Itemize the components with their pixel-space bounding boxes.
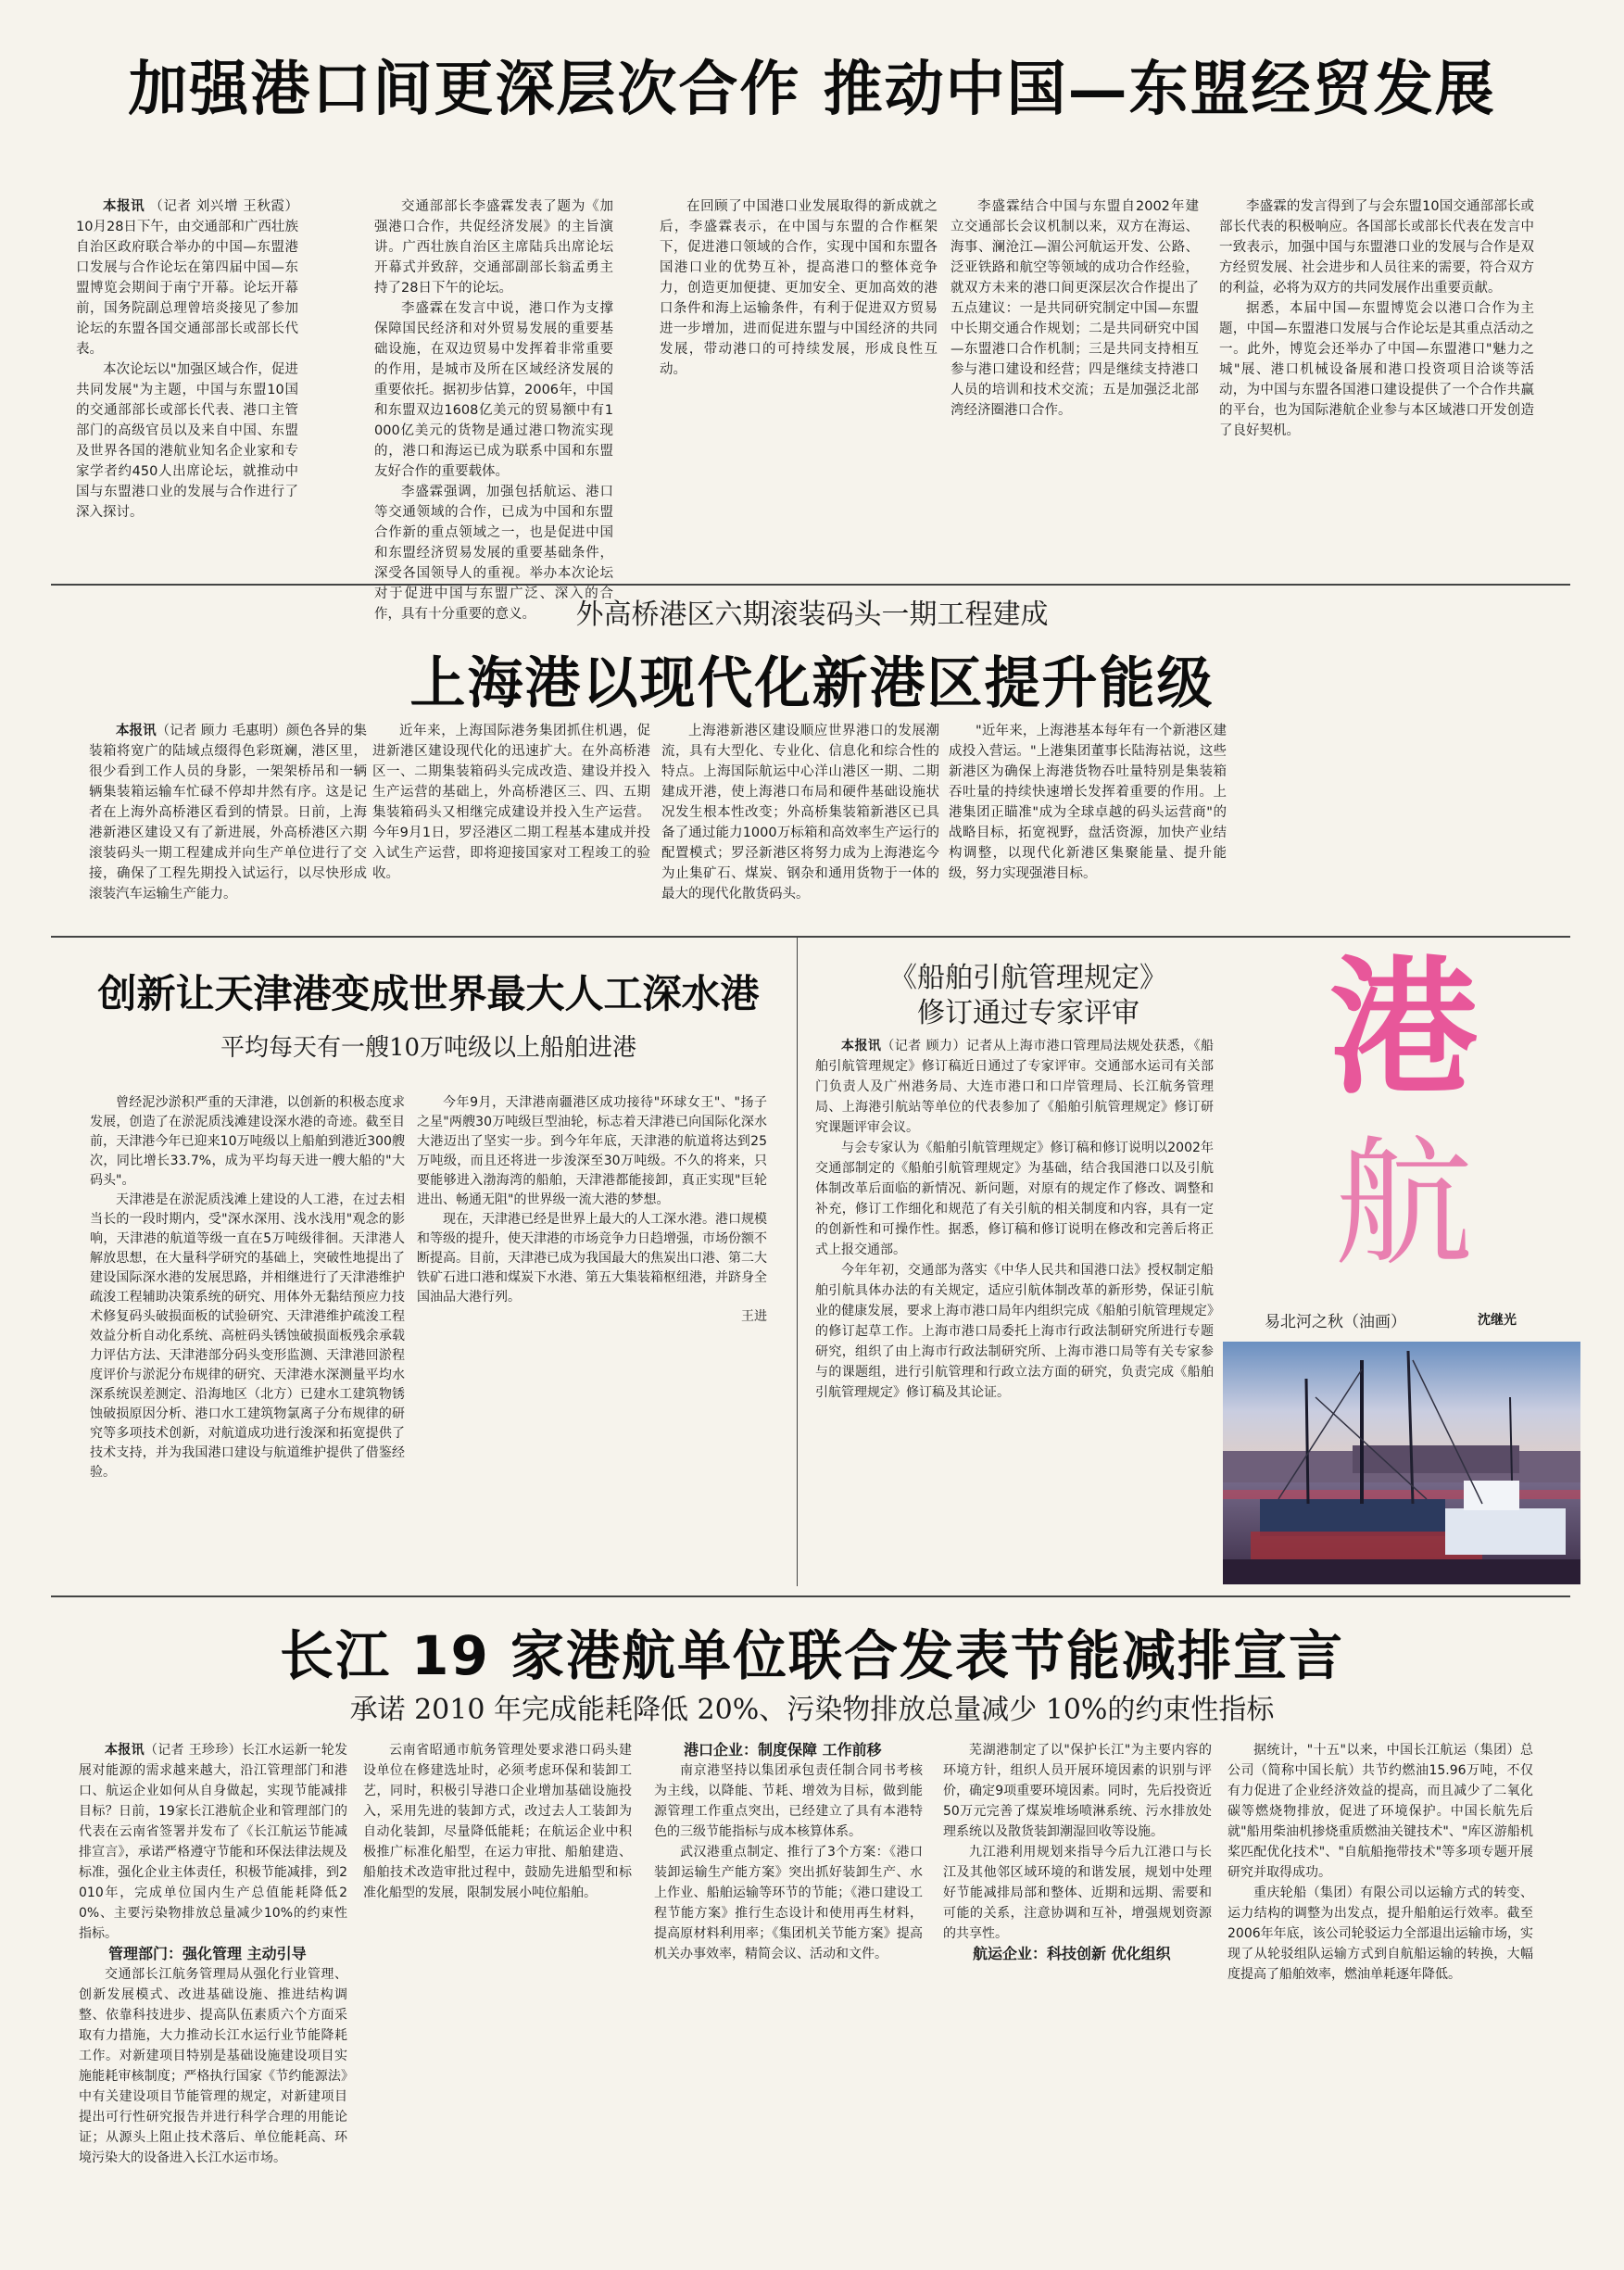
paragraph: 据悉，本届中国—东盟博览会以港口合作为主题，中国—东盟港口发展与合作论坛是其重点活动之一。此外，博览会还举办了中国—东盟港口"魅力之城"展、港口机械设备展和港口投资项目洽谈等活动，为中国与东盟各国港口建设提供了一个合作共赢的平台，也为国际港航企业参与本区域港口开发创造了良好契机。 [1219,301,1534,438]
paragraph: 近年来，上海国际港务集团抓住机遇，促进新港区建设现代化的迅速扩大。在外高桥港区一、二期集装箱码头完成改造、建设并投入生产运营的基础上，外高桥港区三、四、五期集装箱码头又相继完成建设并投入生产运营。今年9月1日，罗泾港区二期工程基本建成并投入试生产运营，即将迎接国家对工程竣工的验收。 [372,724,650,881]
headline-article2: 上海港以现代化新港区提升能级 [409,651,1215,716]
headline-article5: 长江 19 家港航单位联合发表节能减排宣言 [279,1624,1345,1687]
byline: 本报讯 [841,1039,882,1053]
paragraph: 本次论坛以"加强区域合作，促进共同发展"为主题，中国与东盟10国的交通部部长或部长代表、港口主管部门的高级官员以及来自中国、东盟及世界各国的港航业知名企业家和专家学者约450人出席论坛，就推动中国与东盟港口业的发展与合作进行了深入探讨。 [76,362,298,520]
paragraph: 天津港是在淤泥质浅滩上建设的人工港，在过去相当长的一段时期内，受"深水深用、浅水浅用"观念的影响，天津港的航道等级一直在5万吨级徘徊。天津港人解放思想，在大量科学研究的基础上，突破性地提出了建设国际深水港的发展思路，并相继进行了天津港维护疏浚工程辅助决策系统的研究、用体外无黏结预应力技术修复码头破损面板的试验研究、天津港维护疏浚工程效益分析自动化系统、高桩码头锈蚀破损面板残余承载力评估方法、天津港部分码头变形监测、天津港回淤程度评价与淤泥分布规律的研究、天津港水深测量平均水深系统误差测定、沿海地区（北方）已建水工建筑物锈蚀破损原因分析、港口水工建筑物氯离子分布规律的研究等多项技术创新，对航道成功进行浚深和拓宽提供了技术支持，并为我国港口建设与航道维护提供了借鉴经验。 [90,1192,405,1480]
section-heading: 航运企业：科技创新 优化组织 [973,1945,1171,1962]
article2-col1 [89,721,367,923]
article1-col5 [1219,196,1534,578]
byline: 本报讯 [116,724,157,738]
article4-body [815,1036,1214,1583]
article1-col4 [950,196,1199,578]
paragraph: 与会专家认为《船舶引航管理规定》修订稿和修订说明以2002年交通部制定的《船舶引航管理规定》为基础，结合我国港口以及引航体制改革后面临的新情况、新问题，对原有的规定作了修改、调整和补充，修订工作细化和规范了有关引航的相关制度和内容，具有一定的创新性和可操作性。据悉，修订稿和修订说明在修改和完善后将正式上报交通部。 [815,1141,1214,1257]
divider [51,584,1570,586]
article3-col1 [90,1093,405,1589]
headline-article1: 加强港口间更深层次合作 推动中国—东盟经贸发展 [128,55,1496,124]
section-heading: 管理部门：强化管理 主动引导 [108,1945,307,1962]
subhead-article3: 平均每天有一艘10万吨级以上船舶进港 [220,1034,637,1062]
paragraph: 颜色各异的集装箱将宽广的陆域点缀得色彩斑斓，港区里，很少看到工作人员的身影，一架架桥吊和一辆辆集装箱运输车忙碌不停却井然有序。这是记者在上海外高桥港区看到的情景。日前，上海港新港区建设又有了新进展，外高桥港区六期滚装码头一期工程建成并向生产单位进行了交接，确保了工程先期投入试运行，以尽快形成滚装汽车运输生产能力。 [89,724,368,902]
headline-article4-line2: 修订通过专家评审 [917,997,1139,1029]
divider-vertical [797,938,798,1586]
article2-col4 [949,721,1227,923]
reporter: （记者 顾力） [881,1039,966,1053]
headline-article3: 创新让天津港变成世界最大人工深水港 [97,971,760,1016]
paragraph: 据统计，"十五"以来，中国长江航运（集团）总公司（简称中国长航）共节约燃油15.96万吨，不仅有力促进了企业经济效益的提高，而且减少了二氧化碳等燃烧物排放，促进了环境保护。中国长航先后就"船用柴油机掺烧重质燃油关键技术"、"库区游船机桨匹配优化技术"、"自航船拖带技术"等多项专题开展研究并取得成功。 [1227,1743,1533,1880]
article5-col4 [943,1740,1212,2240]
byline: 本报讯 [103,199,145,214]
article5-col2 [363,1740,632,2240]
paragraph: 曾经泥沙淤积严重的天津港，以创新的积极态度求发展，创造了在淤泥质浅滩建设深水港的奇迹。截至目前，天津港今年已迎来10万吨级以上船舶到港近300艘次，同比增长33.7%，成为平均每天进一艘大船的"大码头"。 [90,1095,405,1188]
feature-char-hang: 航 [1333,1124,1473,1285]
paragraph: 今年9月，天津港南疆港区成功接待"环球女王"、"扬子之星"两艘30万吨级巨型油轮，标志着天津港已向国际化深水大港迈出了坚实一步。到今年年底，天津港的航道将达到25万吨级，而且还将进一步浚深至30万吨级。不久的将来，只要能够进入渤海湾的船舶，天津港都能接卸，真正实现"巨轮进出、畅通无阻"的世界级一流大港的梦想。 [417,1095,767,1207]
paragraph: 记者从上海市港口管理局法规处获悉，《船舶引航管理规定》修订稿近日通过了专家评审。交通部水运司有关部门负责人及广州港务局、大连市港口和口岸管理局、长江航务管理局、上海港引航站等单位的代表参加了《船舶引航管理规定》修订研究课题评审会议。 [815,1039,1215,1135]
paragraph: 芜湖港制定了以"保护长江"为主要内容的环境方针，组织人员开展环境因素的识别与评价，确定9项重要环境因素。同时，先后投资近50万元完善了煤炭堆场喷淋系统、污水排放处理系统以及散货装卸潮湿回收等设施。 [943,1743,1212,1839]
paragraph: 九江港利用规划来指导今后九江港口与长江及其他邻区域环境的和谐发展，规划中处理好节能减排局部和整体、近期和远期、需要和可能的关系，注意协调和互补，增强规划资源的共享性。 [943,1845,1212,1941]
article3-col2 [417,1093,767,1589]
paragraph: 交通部长江航务管理局从强化行业管理、创新发展模式、改进基础设施、推进结构调整、依靠科技进步、提高队伍素质六个方面采取有力措施，大力推动长江水运行业节能降耗工作。对新建项目特别是基础设施建设项目实施能耗审核制度；严格执行国家《节约能源法》中有关建设项目节能管理的规定，对新建项目提出可行性研究报告并进行科学合理的用能论证；从源头上阻止技术落后、单位能耗高、环境污染大的设备进入长江水运市场。 [79,1967,347,2165]
article5-col3 [654,1740,923,2240]
feature-char-gang: 港 [1328,941,1478,1115]
kicker-article2: 外高桥港区六期滚装码头一期工程建成 [575,599,1049,631]
headline-article4-line1: 《船舶引航管理规定》 [889,962,1167,994]
paragraph: "近年来，上海港基本每年有一个新港区建成投入营运。"上港集团董事长陆海祜说，这些新港区为确保上海港货物吞吐量特别是集装箱吞吐量的持续快速增长发挥着重要的作用。上港集团正瞄准"成为全球卓越的码头运营商"的战略目标，拓宽视野，盘活资源，加快产业结构调整，以现代化新港区集聚能量、提升能级，努力实现强港目标。 [949,724,1227,881]
reporter: （记者 王珍珍） [144,1743,242,1758]
byline: 本报讯 [105,1743,145,1758]
painting-caption: 易北河之秋（油画） [1265,1313,1406,1331]
divider [51,936,1570,938]
article1-col2 [374,196,613,622]
reporter: （记者 顾力 毛惠明） [156,724,286,738]
paragraph: 今年年初，交通部为落实《中华人民共和国港口法》授权制定船舶引航具体办法的有关规定，适应引航体制改革的新形势，保证引航业的健康发展，要求上海市港口局年内组织完成《船舶引航管理规定》的修订起草工作。上海市港口局委托上海市行政法制研究所进行专题研究，组织了由上海市行政法制研究所、上海市港口局等有关专家参与的课题组，进行引航管理和行政立法方面的研究，负责完成《船舶引航管理规定》修订稿及其论证。 [815,1263,1214,1400]
article2-col3 [661,721,939,923]
reporter: （记者 刘兴增 王秋霞） [149,199,298,214]
subhead-article5: 承诺 2010 年完成能耗降低 20%、污染物排放总量减少 10%的约束性指标 [349,1694,1275,1726]
divider [51,1595,1570,1597]
paragraph: 重庆轮船（集团）有限公司以运输方式的转变、运力结构的调整为出发点，提升船舶运行效率。截至2006年年底，该公司轮驳运力全部退出运输市场，实现了从轮驳组队运输方式到自航船运输的转换，大幅度提高了船舶效率，燃油单耗逐年降低。 [1227,1885,1533,1982]
paragraph: 李盛霖结合中国与东盟自2002年建立交通部长会议机制以来，双方在海运、海事、澜沧江—湄公河航运开发、公路、泛亚铁路和航空等领域的成功合作经验，就双方未来的港口间更深层次合作提出了五点建议：一是共同研究制定中国—东盟中长期交通合作规划；二是共同研究中国—东盟港口合作机制；三是共同支持相互参与港口建设和经营；四是继续支持港口人员的培训和技术交流；五是加强泛北部湾经济圈港口合作。 [950,199,1199,418]
section-heading: 港口企业：制度保障 工作前移 [684,1741,882,1759]
painting-artist: 沈继光 [1478,1313,1517,1328]
paragraph: 上海港新港区建设顺应世界港口的发展潮流，具有大型化、专业化、信息化和综合性的特点。上海国际航运中心洋山港区一期、二期建成开港，使上海港口布局和硬件基础设施状况发生根本性改变；外高桥集装箱新港区已具备了通过能力1000万标箱和高效率生产运行的配置模式；罗泾新港区将努力成为上海港迄今为止集矿石、煤炭、钢杂和通用货物于一体的最大的现代化散货码头。 [661,724,939,902]
paragraph: 李盛霖强调，加强包括航运、港口等交通领域的合作，已成为中国和东盟合作新的重点领域之一，也是促进中国和东盟经济贸易发展的重要基础条件，深受各国领导人的重视。举办本次论坛对于促进中国与东盟广泛、深入的合作，具有十分重要的意义。 [374,485,613,622]
paragraph: 武汉港重点制定、推行了3个方案：《港口装卸运输生产能方案》突出抓好装卸生产、水上作业、船舶运输等环节的节能；《港口建设工程节能方案》推行生态设计和使用再生材料，提高原材料利用率；《集团机关节能方案》提高机关办事效率，精简会议、活动和文件。 [654,1845,923,1961]
article5-col5 [1227,1740,1533,2240]
paragraph: 现在，天津港已经是世界上最大的人工深水港。港口规模和等级的提升，使天津港的市场竞争力日趋增强，市场份额不断提高。目前，天津港已成为我国最大的焦炭出口港、第二大铁矿石进口港和煤炭下水港、第五大集装箱枢纽港，并跻身全国油品大港行列。 [417,1212,767,1305]
paragraph: 交通部部长李盛霖发表了题为《加强港口合作，共促经济发展》的主旨演讲。广西壮族自治区主席陆兵出席论坛开幕式并致辞，交通部副部长翁孟勇主持了28日下午的论坛。 [374,199,613,296]
article5-col1 [79,1740,347,2240]
paragraph: 李盛霖在发言中说，港口作为支撑保障国民经济和对外贸易发展的重要基础设施，在双边贸易中发挥着非常重要的作用，是城市及所在区域经济发展的重要依托。据初步估算，2006年，中国和东盟双边1608亿美元的贸易额中有1000亿美元的货物是通过港口物流实现的，港口和海运已成为联系中国和东盟友好合作的重要载体。 [374,301,613,479]
paragraph: 李盛霖的发言得到了与会东盟10国交通部部长或部长代表的积极响应。各国部长或部长代表在发言中一致表示，加强中国与东盟港口业的发展与合作是双方经贸发展、社会进步和人员往来的需要，符合双方的利益，必将为双方的共同发展作出重要贡献。 [1219,199,1534,296]
paragraph: 在回顾了中国港口业发展取得的新成就之后，李盛霖表示，在中国与东盟的合作框架下，促进港口领域的合作，实现中国和东盟各国港口业的优势互补，提高港口的整体竞争力，创造更加便捷、更加安全、更加高效的港口条件和海上运输条件，有利于促进双方贸易进一步增加，进而促进东盟与中国经济的共同发展，带动港口的可持续发展，形成良性互动。 [660,199,938,377]
paragraph: 10月28日下午，由交通部和广西壮族自治区政府联合举办的中国—东盟港口发展与合作论坛在第四届中国—东盟博览会期间于南宁开幕。论坛开幕前，国务院副总理曾培炎接见了参加论坛的东盟各国交通部部长或部长代表。 [76,220,298,357]
oil-painting [1223,1342,1580,1584]
article1-col1 [76,196,298,578]
paragraph: 南京港坚持以集团承包责任制合同书考核为主线，以降能、节耗、增效为目标，做到能源管理工作重点突出，已经建立了具有本港特色的三级节能指标与成本核算体系。 [654,1763,923,1839]
paragraph: 长江水运新一轮发展对能源的需求越来越大，沿江管理部门和港口、航运企业如何从自身做起，实现节能减排目标？日前，19家长江港航企业和管理部门的代表在云南省签署并发布了《长江航运节能减排宣言》，承诺严格遵守节能和环保法律法规及标准，强化企业主体责任，积极节能减排，到2010年，完成单位国内生产总值能耗降低20%、主要污染物排放总量减少10%的约束性指标。 [79,1743,348,1941]
paragraph: 云南省昭通市航务管理处要求港口码头建设单位在修建选址时，必须考虑环保和装卸工艺，同时，积极引导港口企业增加基础设施投入，采用先进的装卸方式，改过去人工装卸为自动化装卸，尽量降低能耗；在航运企业中积极推广标准化船型，在运力审批、船舶建造、船舶技术改造审批过程中，鼓励先进船型和标准化船型的发展，限制发展小吨位船舶。 [363,1743,632,1900]
article2-col2 [372,721,650,923]
signature: 王进 [741,1309,767,1324]
article1-col3 [660,196,938,578]
